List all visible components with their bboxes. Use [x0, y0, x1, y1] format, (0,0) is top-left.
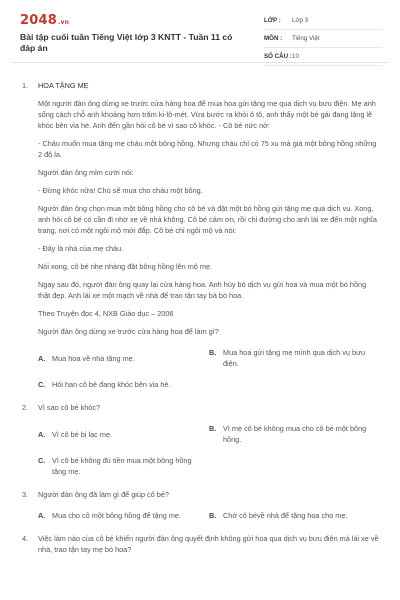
option-text: Vì cô bé bị lạc mẹ.: [52, 429, 113, 439]
question-prompt: Người đàn ông đã làm gì để giúp cô bé?: [38, 490, 169, 499]
option-text: Mua hoa về nhà tặng mẹ.: [52, 353, 135, 363]
question-prompt: Người đàn ông dừng xe trước cửa hàng hoa để làm gì?: [38, 327, 219, 336]
answer-option-b[interactable]: [209, 510, 380, 521]
meta-value: Tiếng Việt: [292, 35, 320, 42]
option-letter: C.: [38, 456, 46, 465]
question-prompt: Vì sao cô bé khóc?: [38, 403, 101, 412]
question-3: [12, 489, 388, 521]
option-text: Vì mẹ cô bé không mua cho cô bé một bông hồng.: [223, 424, 367, 444]
option-text: Vì cô bé không đủ tiền mua một bông hồng tặng mẹ.: [52, 456, 192, 476]
document-header: [12, 0, 388, 63]
answer-option-a[interactable]: [38, 510, 209, 521]
meta-row-class: [264, 12, 382, 30]
option-letter: B.: [209, 348, 217, 357]
meta-value: 10: [292, 53, 299, 60]
answer-option-a[interactable]: [38, 429, 209, 440]
answer-options: [38, 423, 380, 477]
answer-option-a[interactable]: [38, 353, 209, 364]
option-letter: C.: [38, 380, 46, 389]
meta-label: MÔN :: [264, 35, 283, 42]
story-paragraph: Ngay sau đó, người đàn ông quay lại cửa hàng hoa. Anh hủy bỏ dịch vụ gửi hoa và mua một bó hồng thật đẹp. Anh lái xe một mạch về nhà để trao tận tay bà bó hoa.: [38, 280, 367, 300]
meta-row-count: [264, 48, 382, 66]
question-number: 2.: [22, 403, 29, 412]
meta-row-subject: [264, 30, 382, 48]
meta-label: SỐ CÂU :: [264, 53, 292, 60]
answer-options: [38, 347, 380, 390]
answer-option-c[interactable]: [38, 455, 210, 477]
option-letter: B.: [209, 424, 217, 433]
option-text: Mua cho cô một bông hồng để tặng mẹ.: [52, 511, 181, 520]
question-1: [12, 80, 388, 390]
document-title: Bài tập cuối tuần Tiếng Việt lớp 3 KNTT - Tuần 11 có đáp án: [20, 32, 233, 53]
story-title: HOA TẶNG MẸ: [38, 81, 89, 90]
logo-main: 2048: [20, 13, 57, 28]
document-page: [12, 0, 388, 600]
answer-option-b[interactable]: [209, 347, 380, 369]
question-number: 1.: [22, 81, 29, 90]
story-paragraph: Người đàn ông chọn mua một bông hồng cho cô bé và đặt một bó hồng gửi tặng mẹ qua dịch vụ. Xong, anh hỏi cô bé có cần đi nhờ xe về nhà không. Cô bé cảm ơn, rồi chỉ đường cho anh lái xe đến một nghĩa trang, nơi có một ngôi mộ mới đắp. Cô bé chỉ ngôi mộ và nói:: [38, 204, 377, 235]
answer-options: [38, 510, 380, 521]
option-text: Mua hoa gửi tặng mẹ mình qua dịch vụ bưu điện.: [223, 348, 366, 368]
story-paragraph: - Đừng khóc nữa! Chú sẽ mua cho cháu một bông.: [38, 186, 203, 195]
answer-option-c[interactable]: [38, 379, 210, 390]
question-number: 4.: [22, 534, 29, 543]
meta-label: LỚP :: [264, 17, 281, 24]
story-paragraph: Người đàn ông mỉm cười nói:: [38, 168, 134, 177]
question-4: [12, 533, 388, 555]
question-prompt: Việc làm nào của cô bé khiến người đàn ông quyết định không gửi hoa qua dịch vụ bưu điện mà lái xe về nhà, trao tận tay mẹ bó hoa?: [38, 534, 379, 554]
option-letter: A.: [38, 353, 46, 363]
meta-value: Lớp 3: [292, 17, 309, 24]
story-paragraph: - Cháu muốn mua tặng mẹ cháu một bông hồng. Nhưng cháu chỉ có 75 xu mà giá một bông hồng những 2 đô la.: [38, 139, 377, 159]
site-logo[interactable]: [20, 13, 69, 28]
story-paragraph: Nói xong, cô bé nhẹ nhàng đặt bông hồng lên mộ mẹ.: [38, 262, 213, 271]
option-letter: A.: [38, 429, 46, 439]
logo-sub: .vn: [57, 19, 70, 26]
story-source: Theo Truyện đọc 4, NXB Giáo dục – 2006: [38, 309, 174, 318]
option-letter: A.: [38, 511, 46, 520]
story-paragraph: Một người đàn ông dừng xe trước cửa hàng hoa để mua hoa gửi tặng mẹ qua dịch vụ bưu điện. Mẹ anh sống cách chỗ anh khoảng hơn trăm ki-lô-mét. Vừa bước ra khỏi ô tô, anh thấy một bé gái đang lặng lẽ khóc bên vỉa hè. Anh đến gần hỏi cô bé vì sao cô khóc. - Cô bé nức nở:: [38, 99, 376, 130]
option-text: Hỏi han cô bé đang khóc bên vỉa hè.: [52, 380, 171, 389]
story-paragraph: - Đây là nhà của mẹ cháu.: [38, 244, 124, 253]
option-text: Chở cô bévề nhà để tặng hoa cho mẹ.: [223, 511, 348, 520]
document-meta: [264, 12, 382, 66]
question-number: 3.: [22, 490, 29, 499]
option-letter: B.: [209, 511, 217, 520]
questions-list: [12, 80, 388, 555]
answer-option-b[interactable]: [209, 423, 380, 445]
question-2: [12, 402, 388, 477]
